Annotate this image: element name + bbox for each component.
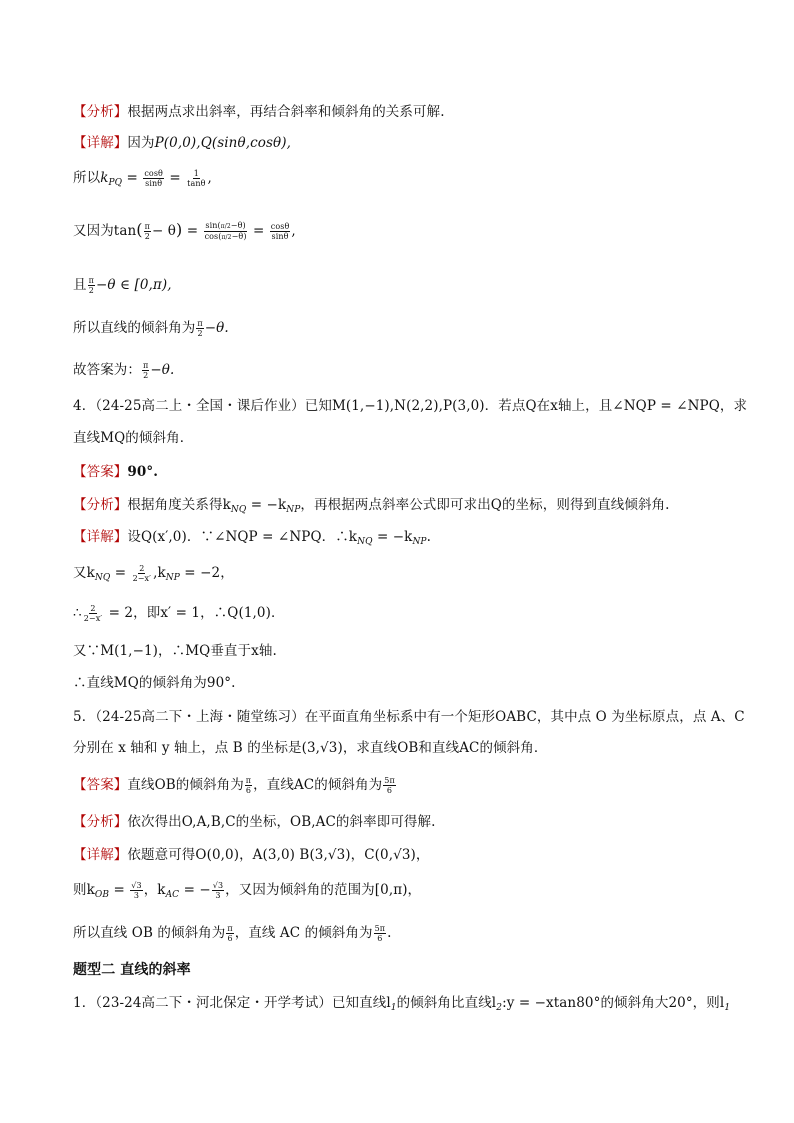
- fraction-den: tanθ: [187, 179, 206, 188]
- fraction: [226, 924, 233, 943]
- fraction-num: π: [227, 924, 233, 933]
- text: ,k: [153, 565, 166, 581]
- question-4-cont: 直线MQ的倾斜角．: [73, 430, 194, 446]
- angle-line: [73, 318, 229, 338]
- text: 又k: [73, 565, 95, 581]
- answer-post: −θ.: [150, 362, 175, 378]
- angle-post: −θ.: [204, 320, 229, 336]
- subscript: 2: [496, 1003, 503, 1013]
- so-text: 所以: [73, 170, 101, 186]
- fraction: [245, 776, 252, 795]
- analysis-line-p5: [73, 812, 436, 832]
- fraction-num: π: [197, 319, 203, 328]
- fraction: [143, 169, 164, 188]
- fraction: [196, 319, 203, 338]
- answer-text: 故答案为：: [73, 362, 141, 378]
- k-subscript: PQ: [108, 178, 123, 188]
- answer-line-p3: [73, 360, 174, 380]
- tan-identity-line: 又因为tan( $\frac{\pi}{2}$ − θ) = $\frac{\sin(\pi/2-\theta)}{\cos(\pi/2-\theta)}$ = $\frac{\cos\theta}{\sin\theta}$ ,: [73, 220, 296, 241]
- fraction-den: cos(π/2−θ): [204, 232, 247, 241]
- section2-question-1: [73, 993, 730, 1018]
- subscript: 1: [724, 1003, 731, 1013]
- fraction-den: 6: [377, 934, 383, 943]
- p4-line-4: ∴直线MQ的倾斜角为90°.: [73, 675, 236, 691]
- detail-post: .: [426, 529, 431, 545]
- fraction-num: 5π: [374, 924, 386, 933]
- fraction-num: 2: [90, 604, 96, 613]
- fraction-den: 2: [143, 371, 149, 380]
- fraction: [383, 776, 396, 795]
- fraction-num: 5π: [384, 776, 395, 785]
- text: ，直线AC的倾斜角为: [253, 777, 383, 793]
- text: 则k: [73, 882, 95, 898]
- answer-line-p5: [73, 775, 397, 795]
- range-line: [73, 275, 172, 295]
- fraction-den: 2: [197, 329, 203, 338]
- k-symbol: k: [100, 170, 109, 186]
- question-4: 4．（24-25高二上・全国・课后作业）已知M(1,−1),N(2,2),P(3,0)．若点Q在x轴上，且∠NQP = ∠NPQ，求: [73, 398, 748, 414]
- detail-text: 因为: [127, 135, 155, 151]
- fraction-den: 6: [245, 786, 252, 795]
- question-5: 5．（24-25高二下・上海・随堂练习）在平面直角坐标系中有一个矩形OABC，其中点 O 为坐标原点，点 A、C: [73, 709, 745, 725]
- text: 直线OB的倾斜角为: [127, 777, 244, 793]
- fraction-den: sinθ: [271, 232, 289, 241]
- fraction-num: π: [144, 222, 150, 231]
- p4-line-1: 又$k_{NQ}$ = $\frac{2}{2-x'}$ $,k_{NP} = -2$，: [73, 564, 234, 583]
- fraction: [144, 222, 151, 241]
- subscript: NP: [412, 537, 427, 547]
- p4-line-3: 又∵M(1,−1)，∴MQ垂直于x轴.: [73, 643, 277, 659]
- subscript: NP: [165, 573, 180, 583]
- text: ，k: [143, 882, 166, 898]
- subscript: NQ: [230, 505, 247, 515]
- detail-tag: 【详解】: [73, 847, 128, 863]
- fraction-num: √3: [212, 881, 224, 890]
- detail-line-p4: [73, 527, 431, 552]
- fraction: [130, 881, 142, 900]
- analysis-text: 根据两点求出斜率，再结合斜率和倾斜角的关系可解.: [127, 104, 445, 120]
- detail-tag: 【详解】: [73, 135, 128, 151]
- fraction-num: √3: [131, 881, 142, 890]
- fraction-num: cosθ: [144, 169, 163, 178]
- fraction-den: 3: [215, 891, 221, 900]
- fraction: [212, 881, 224, 900]
- detail-line-p3: [73, 133, 291, 153]
- fraction-den: 2−x′: [83, 614, 103, 623]
- fraction-den: 6: [386, 786, 393, 795]
- subscript: 1: [390, 1003, 397, 1013]
- analysis-tag: 【分析】: [73, 104, 128, 120]
- detail-text: 设Q(x′,0)．∵∠NQP = ∠NPQ．∴k: [127, 529, 358, 545]
- text: 所以直线 OB 的倾斜角为: [73, 925, 226, 941]
- text: ∴: [73, 605, 82, 621]
- analysis-line-p3: [73, 102, 445, 122]
- text: 的倾斜角比直线l: [396, 995, 497, 1011]
- section-heading: 题型二 直线的斜率: [73, 962, 191, 978]
- fraction-num: π: [245, 776, 252, 785]
- fraction-den: 2: [144, 232, 150, 241]
- detail-text: 依题意可得O(0,0)，A(3,0) B(3,√3)，C(0,√3)，: [127, 847, 430, 863]
- subscript: NQ: [94, 573, 111, 583]
- fraction-num: 1: [193, 169, 199, 178]
- fraction: [142, 361, 149, 380]
- text: = −2，: [179, 565, 234, 581]
- fraction: [270, 222, 291, 241]
- fraction: [186, 169, 206, 188]
- text: 1．（23-24高二下・河北保定・开学考试）已知直线l: [73, 995, 391, 1011]
- text: = 2，即x′ = 1，∴Q(1,0)．: [104, 605, 285, 621]
- subscript: NQ: [357, 537, 373, 547]
- point-q: Q(sinθ,cosθ),: [200, 135, 291, 151]
- p5-line-1: 则$k_{OB}$ = $\frac{√3}{3}$ ，$k_{AC}$ = − $\frac{√3}{3}$ ，又因为倾斜角的范围为[0,π)，: [73, 881, 422, 900]
- fraction-den: 2: [88, 286, 94, 295]
- fraction: [204, 221, 248, 242]
- subscript: OB: [94, 890, 110, 900]
- again-text: 又因为tan: [73, 223, 137, 239]
- minus-theta: − θ: [151, 223, 177, 239]
- fraction-num: cosθ: [270, 222, 290, 231]
- answer-tag: 【答案】: [73, 464, 128, 480]
- fraction: [374, 924, 387, 943]
- detail-tag: 【详解】: [73, 529, 128, 545]
- fraction-den: 6: [227, 934, 233, 943]
- range-text: −θ ∈ [0,π),: [95, 277, 172, 293]
- and-text: 且: [73, 277, 87, 293]
- analysis-mid: = −k: [246, 497, 287, 513]
- question-5-cont: 分别在 x 轴和 y 轴上，点 B 的坐标是(3,√3)，求直线OB和直线AC的倾斜角．: [73, 740, 548, 756]
- text: :y = −xtan80°的倾斜角大20°，则l: [502, 995, 725, 1011]
- p5-line-2: [73, 923, 392, 943]
- fraction-num: 2: [139, 564, 145, 573]
- p4-line-2: [73, 603, 285, 623]
- detail-line-p5: [73, 845, 429, 865]
- analysis-text: 根据角度关系得k: [127, 497, 231, 513]
- detail-mid: = −k: [372, 529, 413, 545]
- fraction: [88, 276, 95, 295]
- fraction-den: 3: [133, 891, 140, 900]
- analysis-tag: 【分析】: [73, 497, 128, 513]
- fraction-num: π: [88, 276, 94, 285]
- point-p: P(0,0),: [154, 135, 201, 151]
- answer-line-p4: [73, 462, 158, 482]
- analysis-line-p4: [73, 495, 670, 520]
- text: ，直线 AC 的倾斜角为: [234, 925, 373, 941]
- fraction: [83, 604, 104, 623]
- fraction-den: 2−x′: [132, 574, 152, 583]
- fraction-num: sin(π/2−θ): [205, 221, 246, 230]
- fraction-den: sinθ: [145, 179, 163, 188]
- angle-text: 所以直线的倾斜角为: [73, 320, 196, 336]
- fraction: [132, 564, 153, 583]
- analysis-tag: 【分析】: [73, 814, 128, 830]
- answer-value: 90°.: [127, 464, 159, 480]
- text: ，又因为倾斜角的范围为[0,π)，: [225, 882, 422, 898]
- text: .: [387, 925, 392, 941]
- answer-tag: 【答案】: [73, 777, 128, 793]
- subscript: NP: [286, 505, 301, 515]
- fraction-num: π: [143, 361, 149, 370]
- analysis-post: ，再根据两点斜率公式即可求出Q的坐标，则得到直线倾斜角.: [300, 497, 670, 513]
- kpq-line: 所以$k_{PQ}$ = $\frac{\cos\theta}{\sin\theta}$ = $\frac{1}{\tan\theta}$ ,: [73, 169, 212, 188]
- analysis-text: 依次得出O,A,B,C的坐标，OB,AC的斜率即可得解.: [127, 814, 436, 830]
- subscript: AC: [165, 890, 180, 900]
